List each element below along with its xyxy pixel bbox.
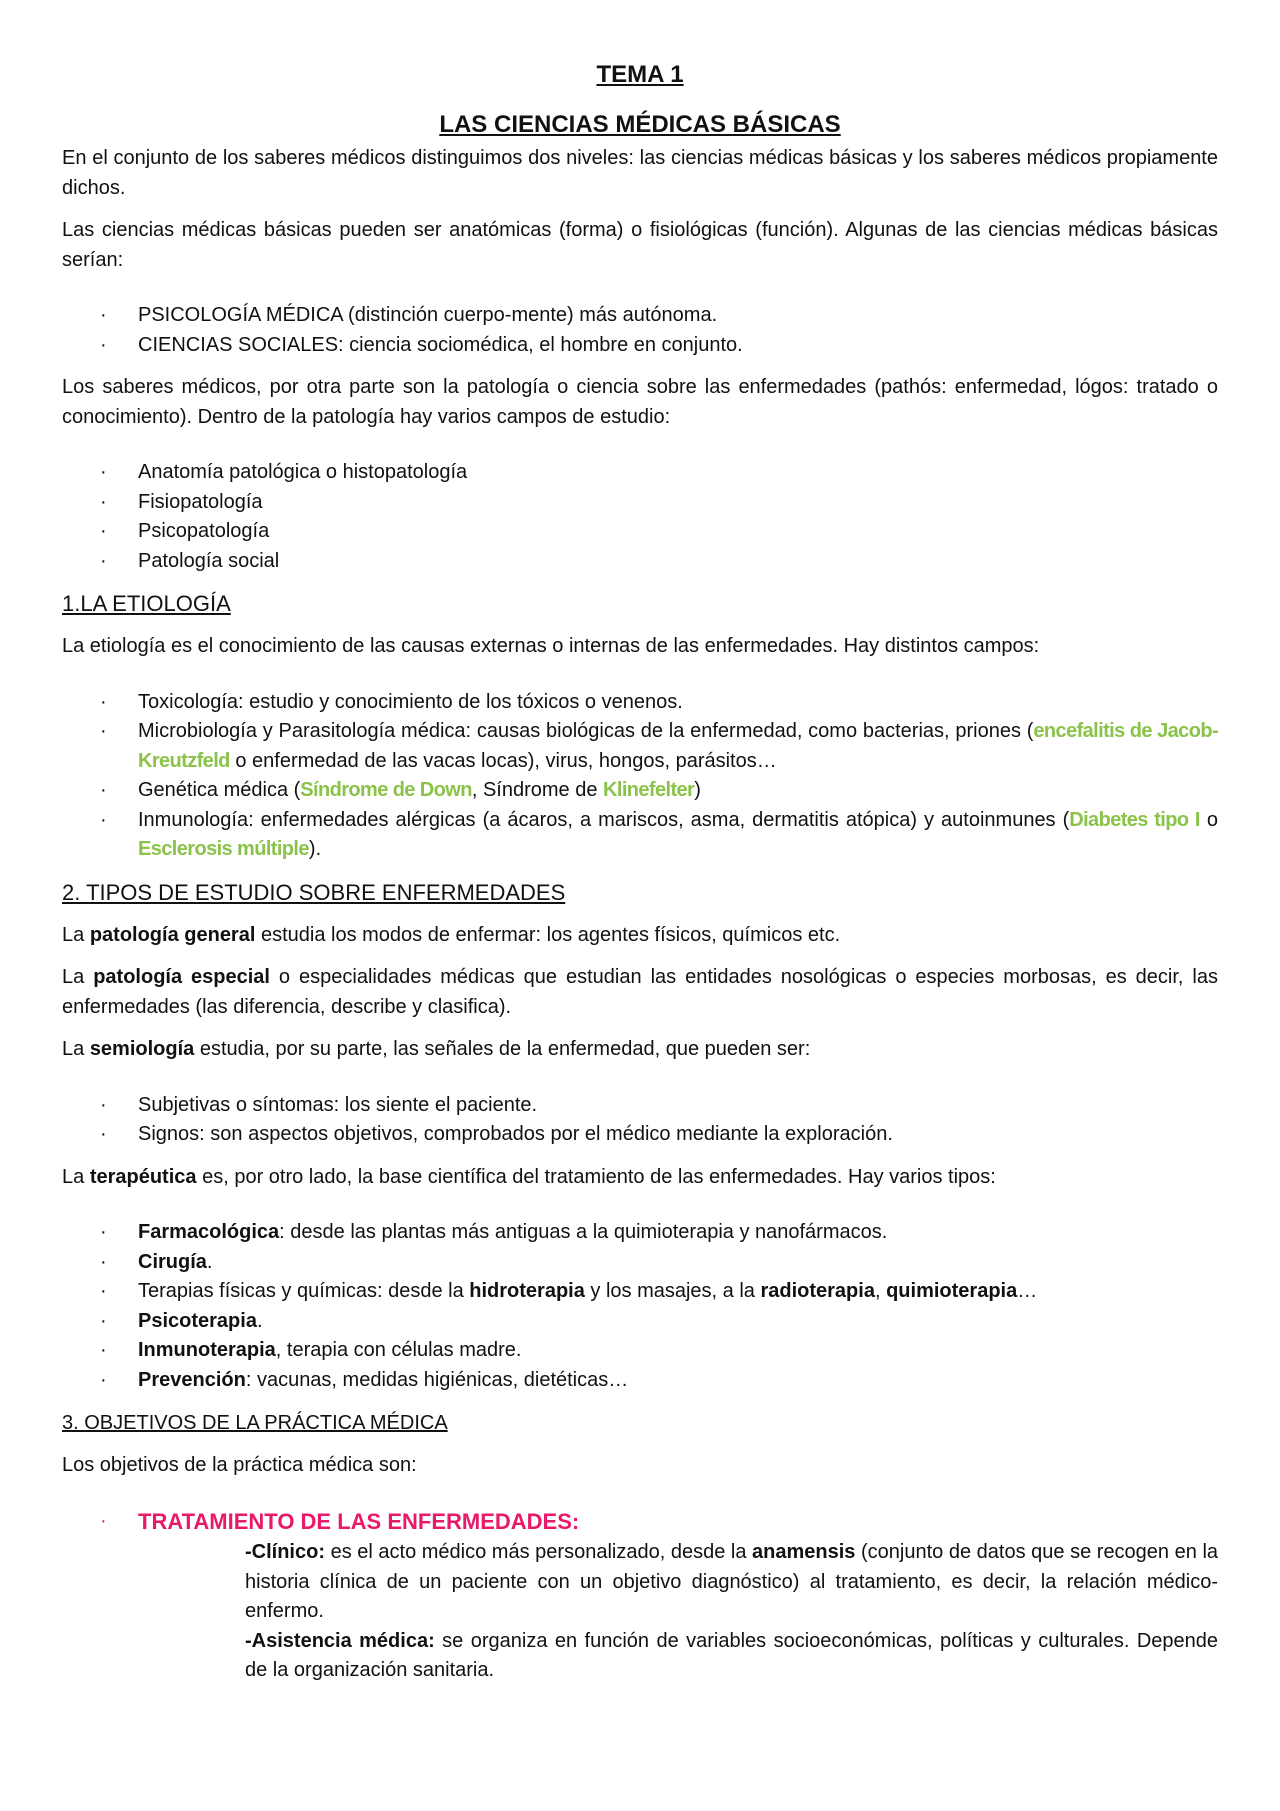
- basic-sciences-list: [62, 301, 1218, 360]
- section-heading-objetivos: 3. OBJETIVOS DE LA PRÁCTICA MÉDICA: [62, 1412, 448, 1434]
- clinico-paragraph: [245, 1538, 1218, 1627]
- highlight-term: Klinefelter: [603, 779, 695, 801]
- list-item: · Toxicología: estudio y conocimiento de los tóxicos o venenos.: [62, 688, 1218, 718]
- bold-term: Farmacológica: [138, 1221, 280, 1243]
- list-item: · PSICOLOGÍA MÉDICA (distinción cuerpo-mente) más autónoma.: [62, 301, 1218, 331]
- item-text: estudia los modos de enfermar: los agentes físicos, químicos etc.: [255, 923, 841, 946]
- treatment-details: [245, 1538, 1218, 1686]
- item-text: , Síndrome de: [471, 779, 604, 801]
- item-text: La: [62, 1038, 90, 1060]
- item-text: ).: [308, 838, 322, 860]
- highlight-term: Esclerosis múltiple: [138, 838, 309, 860]
- list-item: · Subjetivas o síntomas: los siente el paciente.: [62, 1091, 1218, 1121]
- item-text: es el acto médico más personalizado, desde la: [325, 1541, 753, 1563]
- document-subtitle: LAS CIENCIAS MÉDICAS BÁSICAS: [439, 111, 841, 138]
- therapy-list: [62, 1218, 1218, 1395]
- intro-paragraph: En el conjunto de los saberes médicos distinguimos dos niveles: las ciencias médicas básicas y los saberes médicos propiamente dichos.: [62, 147, 1218, 199]
- list-item: [62, 1507, 1218, 1539]
- objectives-list: [62, 1507, 1218, 1539]
- item-text: La: [62, 923, 90, 946]
- item-text: Genética médica (: [138, 779, 301, 801]
- item-text: se organiza en función de variables socioeconómicas, políticas y culturales. Depende de la organización sanitaria.: [245, 1629, 1219, 1681]
- semiologia-paragraph: [62, 1035, 1218, 1065]
- bold-term: radioterapia: [760, 1280, 875, 1302]
- item-text: Microbiología y Parasitología médica: causas biológicas de la enfermedad, como bacterias, priones (: [138, 720, 1034, 742]
- item-text: Terapias físicas y químicas: desde la: [138, 1280, 470, 1302]
- bold-term: Inmunoterapia: [138, 1339, 276, 1361]
- item-text: .: [256, 1309, 263, 1332]
- item-text: : desde las plantas más antiguas a la quimioterapia y nanofármacos.: [279, 1221, 888, 1243]
- list-item: [62, 1336, 1218, 1366]
- section-heading-tipos: 2. TIPOS DE ESTUDIO SOBRE ENFERMEDADES: [62, 879, 566, 905]
- item-text: estudia, por su parte, las señales de la enfermedad, que pueden ser:: [194, 1038, 811, 1060]
- highlight-term: Síndrome de Down: [300, 779, 472, 801]
- bold-term: anamensis: [752, 1541, 856, 1563]
- etiologia-intro: La etiología es el conocimiento de las causas externas o internas de las enfermedades. Hay distintos campos:: [62, 635, 1040, 657]
- section-heading-etiologia: 1.LA ETIOLOGÍA: [62, 591, 231, 616]
- patologia-general-paragraph: [62, 921, 1218, 951]
- bold-term: patología especial: [93, 966, 270, 988]
- bold-term: Prevención: [138, 1368, 246, 1391]
- item-text: o enfermedad de las vacas locas), virus, hongos, parásitos…: [229, 749, 777, 772]
- item-text: …: [1017, 1280, 1038, 1302]
- item-text: (conjunto de datos que se recogen en la historia clínica de un paciente con un objetivo diagnóstico) al tratamiento, es decir, la relación médico-enfermo.: [245, 1541, 1219, 1622]
- highlight-term: encefalitis de Jacob-Kreutzfeld: [138, 720, 1218, 772]
- pathology-fields-list: [62, 458, 1218, 576]
- item-text: y los masajes, a la: [584, 1280, 761, 1302]
- bold-term: Psicoterapia: [138, 1309, 257, 1332]
- list-item: [62, 806, 1218, 865]
- item-text: es, por otro lado, la base científica del tratamiento de las enfermedades. Hay varios tipos:: [196, 1165, 996, 1188]
- bold-term: terapéutica: [89, 1165, 197, 1188]
- list-item: · Psicopatología: [62, 517, 1218, 547]
- basic-sciences-paragraph: Las ciencias médicas básicas pueden ser anatómicas (forma) o fisiológicas (función). Algunas de las ciencias médicas básicas serían:: [62, 219, 1218, 271]
- list-item: · CIENCIAS SOCIALES: ciencia sociomédica, el hombre en conjunto.: [62, 331, 1218, 361]
- item-text: ): [694, 779, 701, 801]
- signs-list: [62, 1091, 1218, 1150]
- list-item: [62, 1366, 1218, 1396]
- pathology-paragraph: Los saberes médicos, por otra parte son la patología o ciencia sobre las enfermedades (pathós: enfermedad, lógos: tratado o conocimiento). Dentro de la patología hay varios campos de estudio:: [62, 376, 1218, 428]
- list-item: · Signos: son aspectos objetivos, comprobados por el médico mediante la exploración.: [62, 1120, 1218, 1150]
- item-text: La: [62, 1165, 90, 1188]
- item-text: o: [1199, 808, 1218, 831]
- item-text: : vacunas, medidas higiénicas, dietéticas…: [245, 1368, 629, 1391]
- list-item: · Anatomía patológica o histopatología: [62, 458, 1218, 488]
- asistencia-paragraph: [245, 1627, 1218, 1686]
- list-item: [62, 1307, 1218, 1337]
- item-text: , terapia con células madre.: [275, 1339, 522, 1361]
- bold-term: -Clínico:: [245, 1541, 325, 1563]
- objetivos-intro: Los objetivos de la práctica médica son:: [62, 1454, 417, 1476]
- bold-term: quimioterapia: [886, 1280, 1018, 1302]
- document-title: TEMA 1: [596, 61, 684, 88]
- bold-term: Cirugía: [138, 1250, 207, 1273]
- bold-term: semiología: [89, 1038, 195, 1060]
- etiologia-list: [62, 688, 1218, 865]
- bold-term: hidroterapia: [469, 1280, 585, 1302]
- list-item: [62, 1218, 1218, 1248]
- bold-term: -Asistencia médica:: [245, 1629, 435, 1652]
- list-item: [62, 717, 1218, 776]
- item-text: La: [62, 966, 94, 988]
- item-text: o especialidades médicas que estudian las entidades nosológicas o especies morbosas, es decir, las enfermedades (las diferencia, describe y clasifica).: [62, 966, 1218, 1018]
- objective-heading: TRATAMIENTO DE LAS ENFERMEDADES:: [138, 1508, 580, 1534]
- list-item: · Fisiopatología: [62, 488, 1218, 518]
- highlight-term: Diabetes tipo I: [1069, 808, 1200, 831]
- list-item: [62, 776, 1218, 806]
- list-item: [62, 1277, 1218, 1307]
- item-text: .: [206, 1250, 213, 1273]
- terapeutica-paragraph: [62, 1163, 1218, 1193]
- bold-term: patología general: [89, 923, 256, 946]
- item-text: ,: [874, 1280, 887, 1302]
- list-item: · Patología social: [62, 547, 1218, 577]
- list-item: [62, 1248, 1218, 1278]
- item-text: Inmunología: enfermedades alérgicas (a ácaros, a mariscos, asma, dermatitis atópica) y autoinmunes (: [138, 808, 1070, 831]
- patologia-especial-paragraph: [62, 963, 1218, 1022]
